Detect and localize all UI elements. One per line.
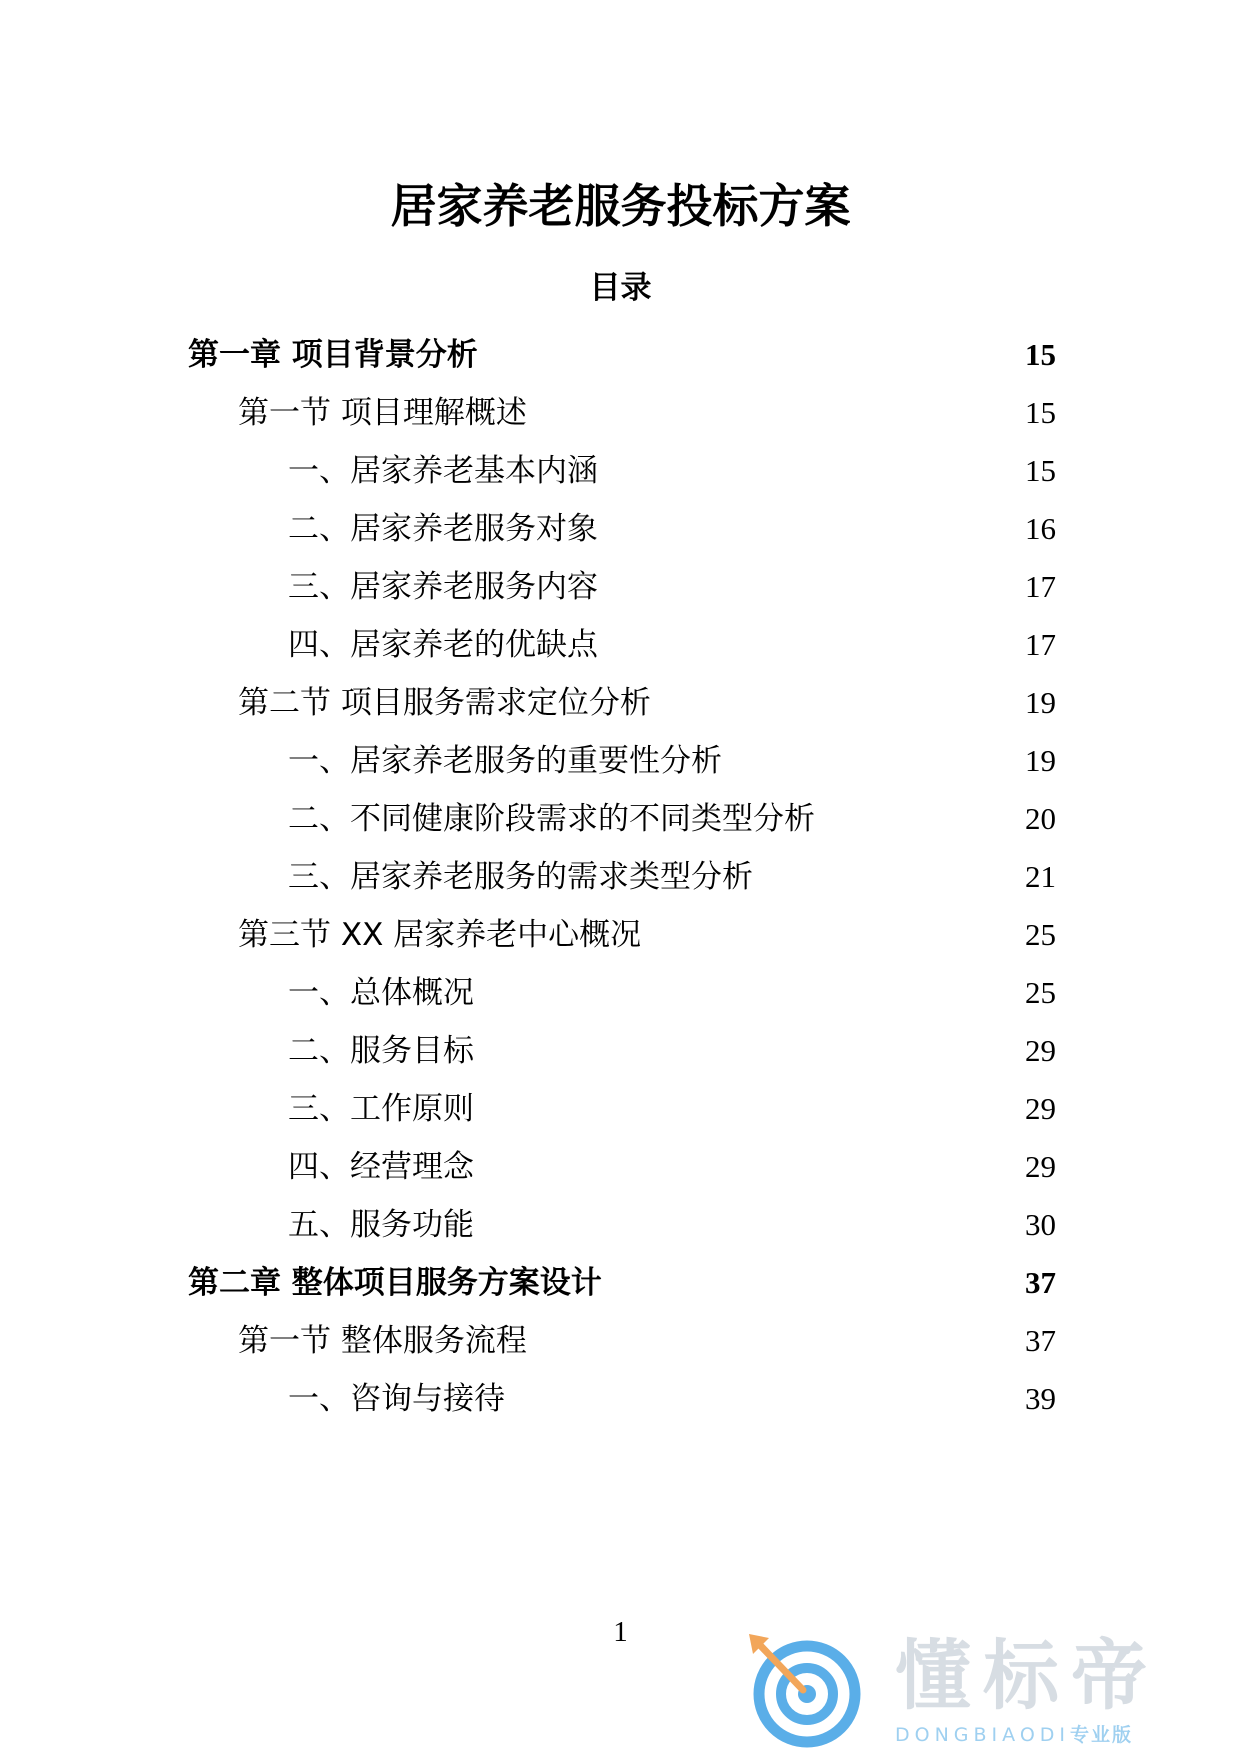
toc-entry-page: 15 [1025,337,1056,372]
toc-entry[interactable] [0,794,1241,844]
toc-entry-title: 三、工作原则 [288,1091,474,1127]
watermark-pinyin-line [895,1722,1133,1748]
toc-entry-title: 二、服务目标 [288,1033,474,1069]
toc-entry-title: 第一节 项目理解概述 [238,395,527,431]
toc-entry-page: 29 [1025,1033,1056,1068]
toc-entry-title: 第二节 项目服务需求定位分析 [238,685,651,721]
page-number: 1 [613,1616,628,1648]
toc-entry[interactable] [0,1258,1241,1308]
toc-entry-page: 25 [1025,917,1056,952]
toc-entry[interactable] [0,1374,1241,1424]
toc-entry[interactable] [0,1084,1241,1134]
toc-entry-title: 第二章 整体项目服务方案设计 [188,1265,602,1301]
toc-entry-page: 17 [1025,627,1056,662]
toc-entry-title: 五、服务功能 [288,1207,474,1243]
watermark [745,1632,1225,1750]
toc-entry-page: 19 [1025,743,1056,778]
toc-heading: 目录 [589,270,652,306]
toc-entry[interactable] [0,852,1241,902]
toc-entry-page: 25 [1025,975,1056,1010]
watermark-pinyin: DONGBIAODI [895,1724,1071,1746]
toc-entry-title: 一、咨询与接待 [288,1381,505,1417]
toc-entry-page: 15 [1025,395,1056,430]
toc-entry-title: 一、总体概况 [288,975,474,1011]
toc-entry[interactable] [0,562,1241,612]
toc-entry[interactable] [0,388,1241,438]
toc-entry[interactable] [0,910,1241,960]
toc-entry-page: 17 [1025,569,1056,604]
document-title: 居家养老服务投标方案 [390,179,851,233]
toc-entry[interactable] [0,446,1241,496]
toc-entry-page: 19 [1025,685,1056,720]
target-arrow-icon [745,1632,865,1750]
toc-entry-title: 一、居家养老服务的重要性分析 [288,743,722,779]
toc-entry-title: 二、不同健康阶段需求的不同类型分析 [288,801,815,837]
watermark-brand: 懂标帝 [895,1631,1159,1720]
watermark-edition: 专业版 [1070,1724,1134,1746]
toc-entry-title: 二、居家养老服务对象 [288,511,598,547]
toc-entry-page: 29 [1025,1091,1056,1126]
toc-entry[interactable] [0,968,1241,1018]
toc-entry[interactable] [0,736,1241,786]
toc-entry-title: 第三节 XX 居家养老中心概况 [238,917,642,953]
toc-entry-title: 第一章 项目背景分析 [188,337,478,373]
toc-entry-title: 四、经营理念 [288,1149,474,1185]
toc-entry-title: 一、居家养老基本内涵 [288,453,598,489]
toc-entry-page: 20 [1025,801,1056,836]
toc-entry-page: 39 [1025,1381,1056,1416]
toc-entry-page: 16 [1025,511,1056,546]
toc-entry[interactable] [0,330,1241,380]
toc-entry-title: 第一节 整体服务流程 [238,1323,527,1359]
toc-entry[interactable] [0,1026,1241,1076]
toc-entry-title: 四、居家养老的优缺点 [288,627,598,663]
toc-entry[interactable] [0,1316,1241,1366]
toc-entry[interactable] [0,1200,1241,1250]
toc-entry-page: 37 [1025,1265,1056,1300]
toc-entry-page: 21 [1025,859,1056,894]
toc-entry[interactable] [0,1142,1241,1192]
toc-entry-title: 三、居家养老服务的需求类型分析 [288,859,753,895]
toc-entry-page: 30 [1025,1207,1056,1242]
toc-entry-page: 37 [1025,1323,1056,1358]
toc-entry[interactable] [0,678,1241,728]
toc-entry-page: 15 [1025,453,1056,488]
toc-entry-page: 29 [1025,1149,1056,1184]
toc-entry[interactable] [0,620,1241,670]
toc-entry[interactable] [0,504,1241,554]
toc-entry-title: 三、居家养老服务内容 [288,569,598,605]
